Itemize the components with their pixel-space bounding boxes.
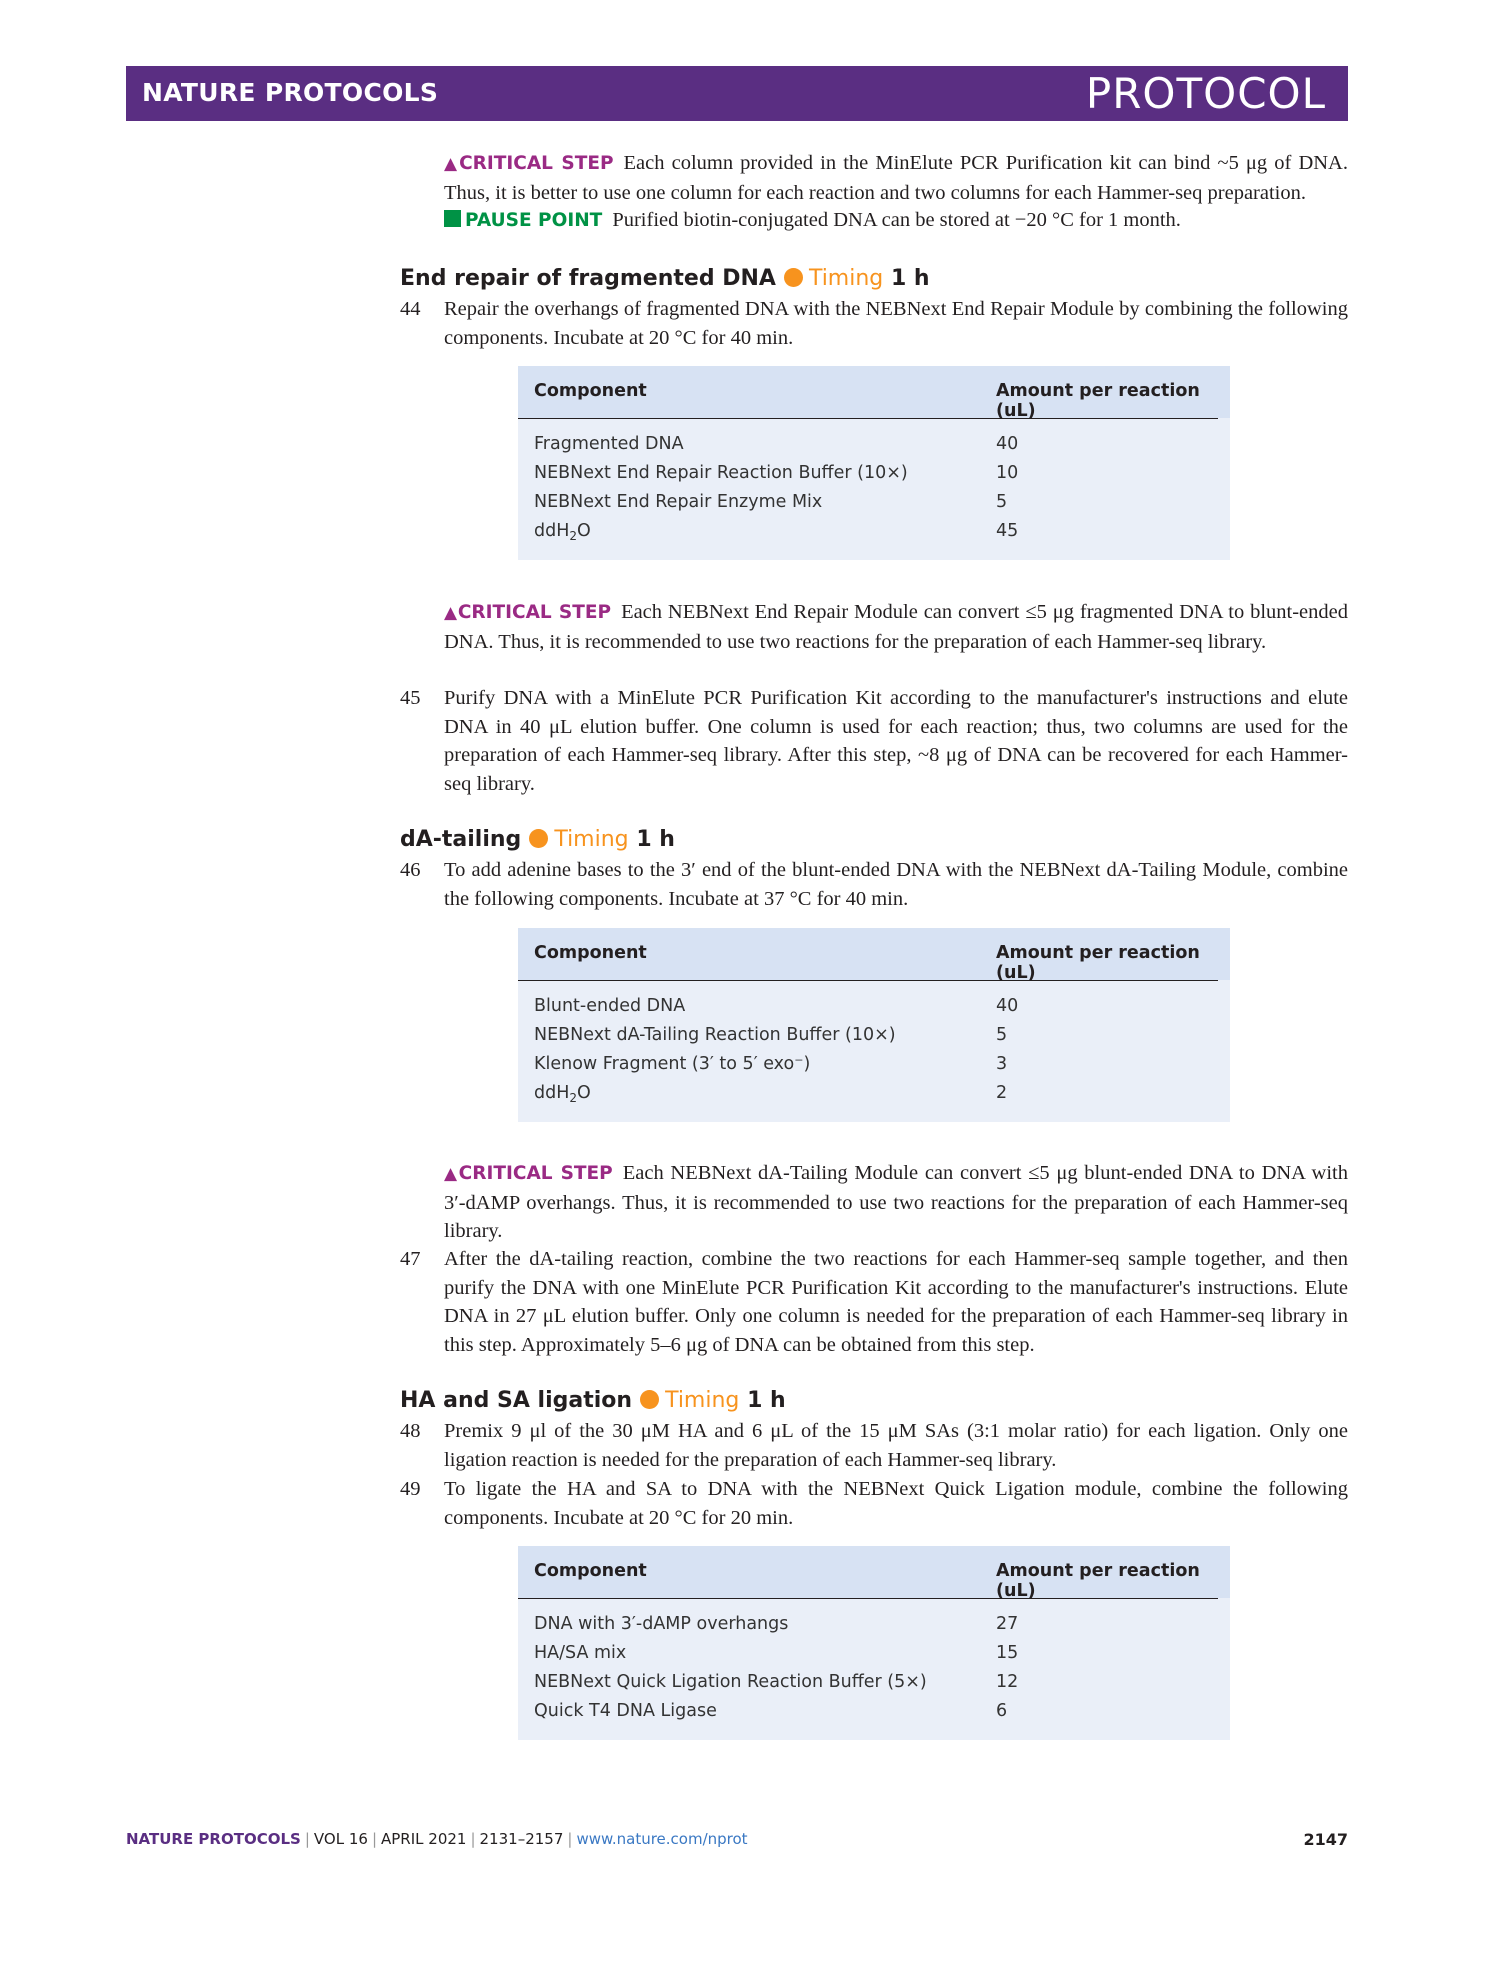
step-text: Purify DNA with a MinElute PCR Purification Kit according to the manufacturer's instructions and elute DNA in 40 μL elution buffer. One column is used for each reaction; thus, two columns are used for the preparation of each Hammer-seq library. After this step, ~8 μg of DNA can be recovered for each Hammer-seq library. [444,687,1348,795]
pause-point [444,206,1348,236]
step-number: 49 [400,1478,421,1500]
table-row: NEBNext Quick Ligation Reaction Buffer (5×) 12 [534,1672,1019,1692]
footer-journal: NATURE PROTOCOLS [126,1830,301,1848]
footer-url-link[interactable]: www.nature.com/nprot [576,1830,748,1848]
table-row: ddH$_2$O 2 [534,1083,1008,1105]
table-row: Quick T4 DNA Ligase 6 [534,1701,1008,1721]
page-number: 2147 [1303,1830,1348,1849]
step-number: 47 [400,1248,421,1270]
square-icon [444,210,461,227]
critical-step-46: ▲CRITICAL STEP Each NEBNext dA-Tailing Module can convert ≤5 μg blunt-ended DNA to DNA with 3′-dAMP overhangs. Thus, it is recommended to use two reactions for the preparation of each Hammer-seq library. [444,1162,1349,1243]
article-type: PROTOCOL [1085,69,1326,118]
critical-step-label: ▲CRITICAL STEP [444,1163,613,1184]
step-text: After the dA-tailing reaction, combine the two reactions for each Hammer-seq sample together, and then purify the DNA with one MinElute PCR Purification Kit according to the manufacturer's instructions. Elute DNA in 27 μL elution buffer. Only one column is needed for the preparation of each Hammer-seq library in this step. Approximately 5–6 μg of DNA can be obtained from this step. [444,1248,1348,1356]
pause-point-text: Purified biotin-conjugated DNA can be stored at −20 °C for 1 month. [612,209,1181,231]
pause-point-label: PAUSE POINT [444,210,602,231]
triangle-icon: ▲ [444,154,460,174]
triangle-icon: ▲ [444,603,458,623]
page-footer: NATURE PROTOCOLS | VOL 16 | APRIL 2021 | 2131–2157 | www.nature.com/nprot 2147 [126,1830,1348,1849]
journal-banner [126,66,1348,121]
table-header: Component Amount per reaction (uL) [518,928,1218,981]
table-row: Klenow Fragment (3′ to 5′ exo⁻) 3 [534,1054,1008,1074]
table-end-repair [518,366,1230,560]
step-text: Repair the overhangs of fragmented DNA with the NEBNext End Repair Module by combining the following components. Incubate at 20 °C for 40 min. [444,298,1348,349]
table-row: NEBNext End Repair Enzyme Mix 5 [534,492,1008,512]
section-heading-da-tailing: dA-tailing Timing 1 h [400,827,675,852]
table-header: Component Amount per reaction (uL) [518,366,1218,419]
table-row: HA/SA mix 15 [534,1643,1019,1663]
timing-dot-icon [640,1390,659,1409]
step-text: To ligate the HA and SA to DNA with the NEBNext Quick Ligation module, combine the following components. Incubate at 20 °C for 20 min. [444,1478,1348,1529]
table-row: DNA with 3′-dAMP overhangs 27 [534,1614,1019,1634]
step-text: To add adenine bases to the 3′ end of the blunt-ended DNA with the NEBNext dA-Tailing Module, combine the following components. Incubate at 37 °C for 40 min. [444,859,1348,910]
critical-step-text: Each column provided in the MinElute PCR Purification kit can bind ~5 μg of DNA. Thus, it is better to use one column for each reaction and two columns for each Hammer-seq preparation. [444,152,1348,204]
triangle-icon: ▲ [444,1164,459,1184]
step-text: Premix 9 μl of the 30 μM HA and 6 μL of the 15 μM SAs (3:1 molar ratio) for each ligation. Only one ligation reaction is needed for the preparation of each Hammer-seq library. [444,1420,1348,1471]
footer-volume: VOL 16 [313,1830,368,1848]
table-row: Blunt-ended DNA 40 [534,996,1019,1016]
critical-step-label: ▲CRITICAL STEP [444,153,614,174]
timing-dot-icon [784,268,803,287]
footer-pages: 2131–2157 [479,1830,564,1848]
table-row: Fragmented DNA 40 [534,434,1019,454]
intro-critical-step [444,149,1348,207]
step-number: 48 [400,1420,421,1442]
table-row: NEBNext End Repair Reaction Buffer (10×) 10 [534,463,1019,483]
table-ligation [518,1546,1230,1740]
step-number: 45 [400,687,421,709]
table-da-tailing [518,928,1230,1122]
step-number: 44 [400,298,421,320]
critical-step-44: ▲CRITICAL STEP Each NEBNext End Repair Module can convert ≤5 μg fragmented DNA to blunt-ended DNA. Thus, it is recommended to use two reactions for the preparation of each Hammer-seq library. [444,601,1348,653]
table-header: Component Amount per reaction (uL) [518,1546,1218,1599]
table-row: ddH$_2$O 45 [534,521,1019,543]
footer-date: APRIL 2021 [381,1830,467,1848]
step-number: 46 [400,859,421,881]
timing-dot-icon [529,829,548,848]
section-heading-ligation: HA and SA ligation Timing 1 h [400,1388,786,1413]
section-heading-end-repair: End repair of fragmented DNA Timing 1 h [400,266,930,291]
table-row: NEBNext dA-Tailing Reaction Buffer (10×) 5 [534,1025,1008,1045]
journal-name: NATURE PROTOCOLS [142,78,439,107]
critical-step-label: ▲CRITICAL STEP [444,602,612,623]
